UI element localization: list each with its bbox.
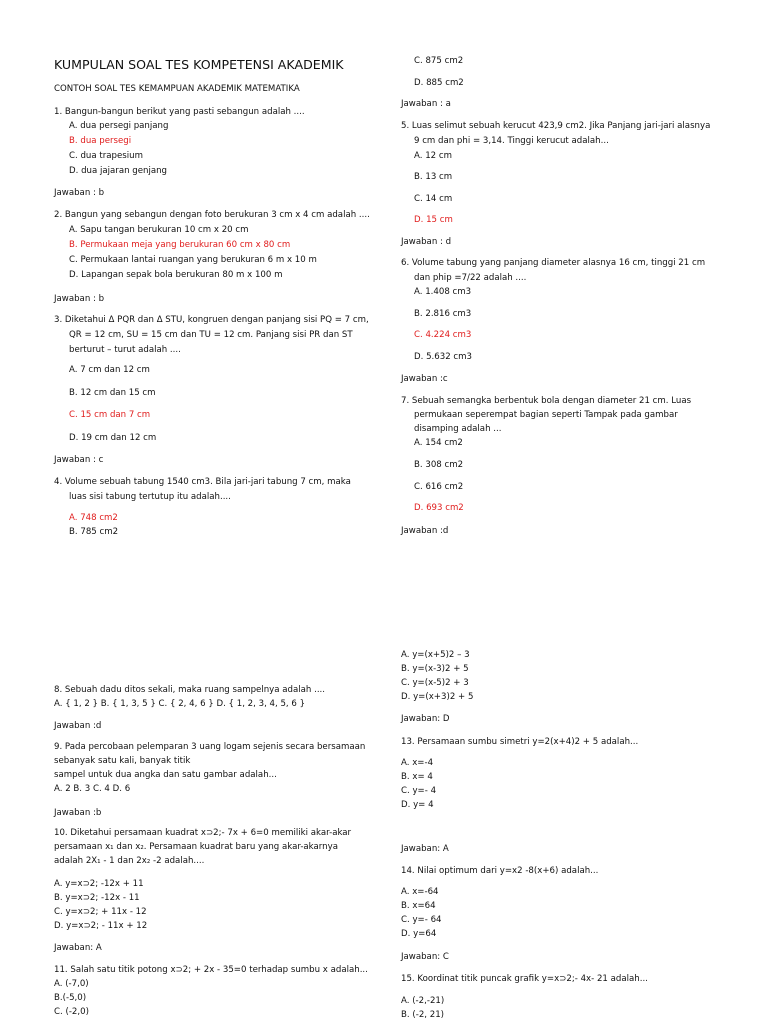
answer-key: Jawaban :d: [401, 526, 449, 536]
section-subtitle: CONTOH SOAL TES KEMAMPUAN AKADEMIK MATEMATIKA: [54, 84, 300, 94]
answer-option: B. 2.816 cm3: [414, 309, 472, 319]
answer-option: B. 785 cm2: [69, 527, 119, 537]
answer-option: A. x=-4: [401, 758, 434, 768]
answer-option: A. 7 cm dan 12 cm: [69, 365, 150, 375]
answer-option: B. x=64: [401, 901, 436, 911]
answer-option: A. Sapu tangan berukuran 10 cm x 20 cm: [69, 225, 249, 235]
answer-option: D. y=x⊃2; - 11x + 12: [54, 921, 148, 931]
text-line: berturut – turut adalah ....: [69, 345, 181, 355]
question-text: 6. Volume tabung yang panjang diameter alasnya 16 cm, tinggi 21 cm: [401, 258, 706, 268]
correct-option: D. 15 cm: [414, 215, 453, 225]
answer-option: D. 19 cm dan 12 cm: [69, 433, 157, 443]
question-text: 13. Persamaan sumbu simetri y=2(x+4)2 + 5 adalah...: [401, 737, 639, 747]
answer-key: Jawaban: A: [54, 943, 102, 953]
answer-key: Jawaban :b: [54, 808, 102, 818]
question-text: 14. Nilai optimum dari y=x2 -8(x+6) adalah...: [401, 866, 599, 876]
answer-option: D. y=64: [401, 929, 437, 939]
answer-option: C. y=- 64: [401, 915, 442, 925]
answer-key: Jawaban : b: [54, 188, 105, 198]
text-line: dan phip =7/22 adalah ....: [414, 273, 527, 283]
text-line: sampel untuk dua angka dan satu gambar adalah...: [54, 770, 277, 780]
answer-key: Jawaban :d: [54, 721, 102, 731]
answer-option: B.(-5,0): [54, 993, 87, 1003]
text-line: disamping adalah ...: [414, 424, 502, 434]
text-line: permukaan seperempat bagian seperti Tampak pada gambar: [414, 410, 678, 420]
answer-key: Jawaban: A: [401, 844, 449, 854]
question-text: 9. Pada percobaan pelemparan 3 uang logam sejenis secara bersamaan: [54, 742, 366, 752]
answer-option: D. 5.632 cm3: [414, 352, 472, 362]
answer-option: B. 12 cm dan 15 cm: [69, 388, 156, 398]
correct-option: A. 748 cm2: [69, 513, 118, 523]
text-line: persamaan x₁ dan x₂. Persamaan kuadrat baru yang akar-akarnya: [54, 842, 338, 852]
correct-option: D. 693 cm2: [414, 503, 464, 513]
question-text: 4. Volume sebuah tabung 1540 cm3. Bila jari-jari tabung 7 cm, maka: [54, 477, 351, 487]
answer-option: A. dua persegi panjang: [69, 121, 169, 131]
text-line: luas sisi tabung tertutup itu adalah....: [69, 492, 231, 502]
answer-option: A. x=-64: [401, 887, 439, 897]
text-line: QR = 12 cm, SU = 15 cm dan TU = 12 cm. Panjang sisi PR dan ST: [69, 330, 353, 340]
answer-option: D. y=(x+3)2 + 5: [401, 692, 474, 702]
answer-option: D. 885 cm2: [414, 78, 464, 88]
answer-option: A. 1.408 cm3: [414, 287, 472, 297]
answer-option: D. y= 4: [401, 800, 434, 810]
answer-key: Jawaban: D: [401, 714, 450, 724]
answer-option: C. 616 cm2: [414, 482, 464, 492]
answer-option: A. y=(x+5)2 – 3: [401, 650, 470, 660]
question-text: 8. Sebuah dadu ditos sekali, maka ruang sampelnya adalah ....: [54, 685, 326, 695]
answer-key: Jawaban :c: [401, 374, 448, 384]
text-line: 9 cm dan phi = 3,14. Tinggi kerucut adalah...: [414, 136, 609, 146]
answer-option: C. (-2,0): [54, 1007, 89, 1017]
text-line: sebanyak satu kali, banyak titik: [54, 756, 191, 766]
answer-option: A. y=x⊃2; -12x + 11: [54, 879, 144, 889]
answer-option: C. dua trapesium: [69, 151, 143, 161]
answer-option: A. (-2,-21): [401, 996, 445, 1006]
answer-option: B. 13 cm: [414, 172, 453, 182]
answer-option: B. (-2, 21): [401, 1010, 445, 1020]
answer-option: A. 2 B. 3 C. 4 D. 6: [54, 784, 131, 794]
question-text: 2. Bangun yang sebangun dengan foto berukuran 3 cm x 4 cm adalah ....: [54, 210, 370, 220]
question-text: 1. Bangun-bangun berikut yang pasti sebangun adalah ....: [54, 107, 305, 117]
answer-option: C. y=- 4: [401, 786, 437, 796]
answer-key: Jawaban : c: [54, 455, 104, 465]
answer-option: C. 875 cm2: [414, 56, 464, 66]
question-text: 15. Koordinat titik puncak grafik y=x⊃2;- 4x- 21 adalah...: [401, 974, 648, 984]
answer-option: D. Lapangan sepak bola berukuran 80 m x 100 m: [69, 270, 283, 280]
correct-option: C. 15 cm dan 7 cm: [69, 410, 151, 420]
question-text: 11. Salah satu titik potong x⊃2; + 2x - 35=0 terhadap sumbu x adalah...: [54, 965, 368, 975]
correct-option: C. 4.224 cm3: [414, 330, 472, 340]
answer-option: A. (-7,0): [54, 979, 89, 989]
answer-option: C. y=(x-5)2 + 3: [401, 678, 469, 688]
text-line: adalah 2X₁ - 1 dan 2x₂ -2 adalah....: [54, 856, 205, 866]
correct-option: B. Permukaan meja yang berukuran 60 cm x 80 cm: [69, 240, 291, 250]
question-text: 3. Diketahui Δ PQR dan Δ STU, kongruen dengan panjang sisi PQ = 7 cm,: [54, 315, 369, 325]
answer-option: A. 154 cm2: [414, 438, 463, 448]
question-text: 7. Sebuah semangka berbentuk bola dengan diameter 21 cm. Luas: [401, 396, 692, 406]
answer-option: B. 308 cm2: [414, 460, 464, 470]
answer-option: A. 12 cm: [414, 151, 452, 161]
answer-key: Jawaban: C: [401, 952, 449, 962]
answer-option: A. { 1, 2 } B. { 1, 3, 5 } C. { 2, 4, 6 } D. { 1, 2, 3, 4, 5, 6 }: [54, 699, 306, 709]
answer-key: Jawaban : b: [54, 294, 105, 304]
answer-option: B. x= 4: [401, 772, 433, 782]
question-text: 10. Diketahui persamaan kuadrat x⊃2;- 7x + 6=0 memiliki akar-akar: [54, 828, 352, 838]
answer-option: C. 14 cm: [414, 194, 453, 204]
correct-option: B. dua persegi: [69, 136, 132, 146]
page-title: KUMPULAN SOAL TES KOMPETENSI AKADEMIK: [54, 57, 344, 72]
answer-option: C. y=x⊃2; + 11x - 12: [54, 907, 147, 917]
question-text: 5. Luas selimut sebuah kerucut 423,9 cm2. Jika Panjang jari-jari alasnya: [401, 121, 711, 131]
page-break: [0, 558, 768, 559]
answer-option: B. y=x⊃2; -12x - 11: [54, 893, 140, 903]
answer-option: B. y=(x-3)2 + 5: [401, 664, 469, 674]
answer-key: Jawaban : a: [401, 99, 451, 109]
answer-option: C. Permukaan lantai ruangan yang berukuran 6 m x 10 m: [69, 255, 317, 265]
answer-option: D. dua jajaran genjang: [69, 166, 168, 176]
answer-key: Jawaban : d: [401, 237, 452, 247]
